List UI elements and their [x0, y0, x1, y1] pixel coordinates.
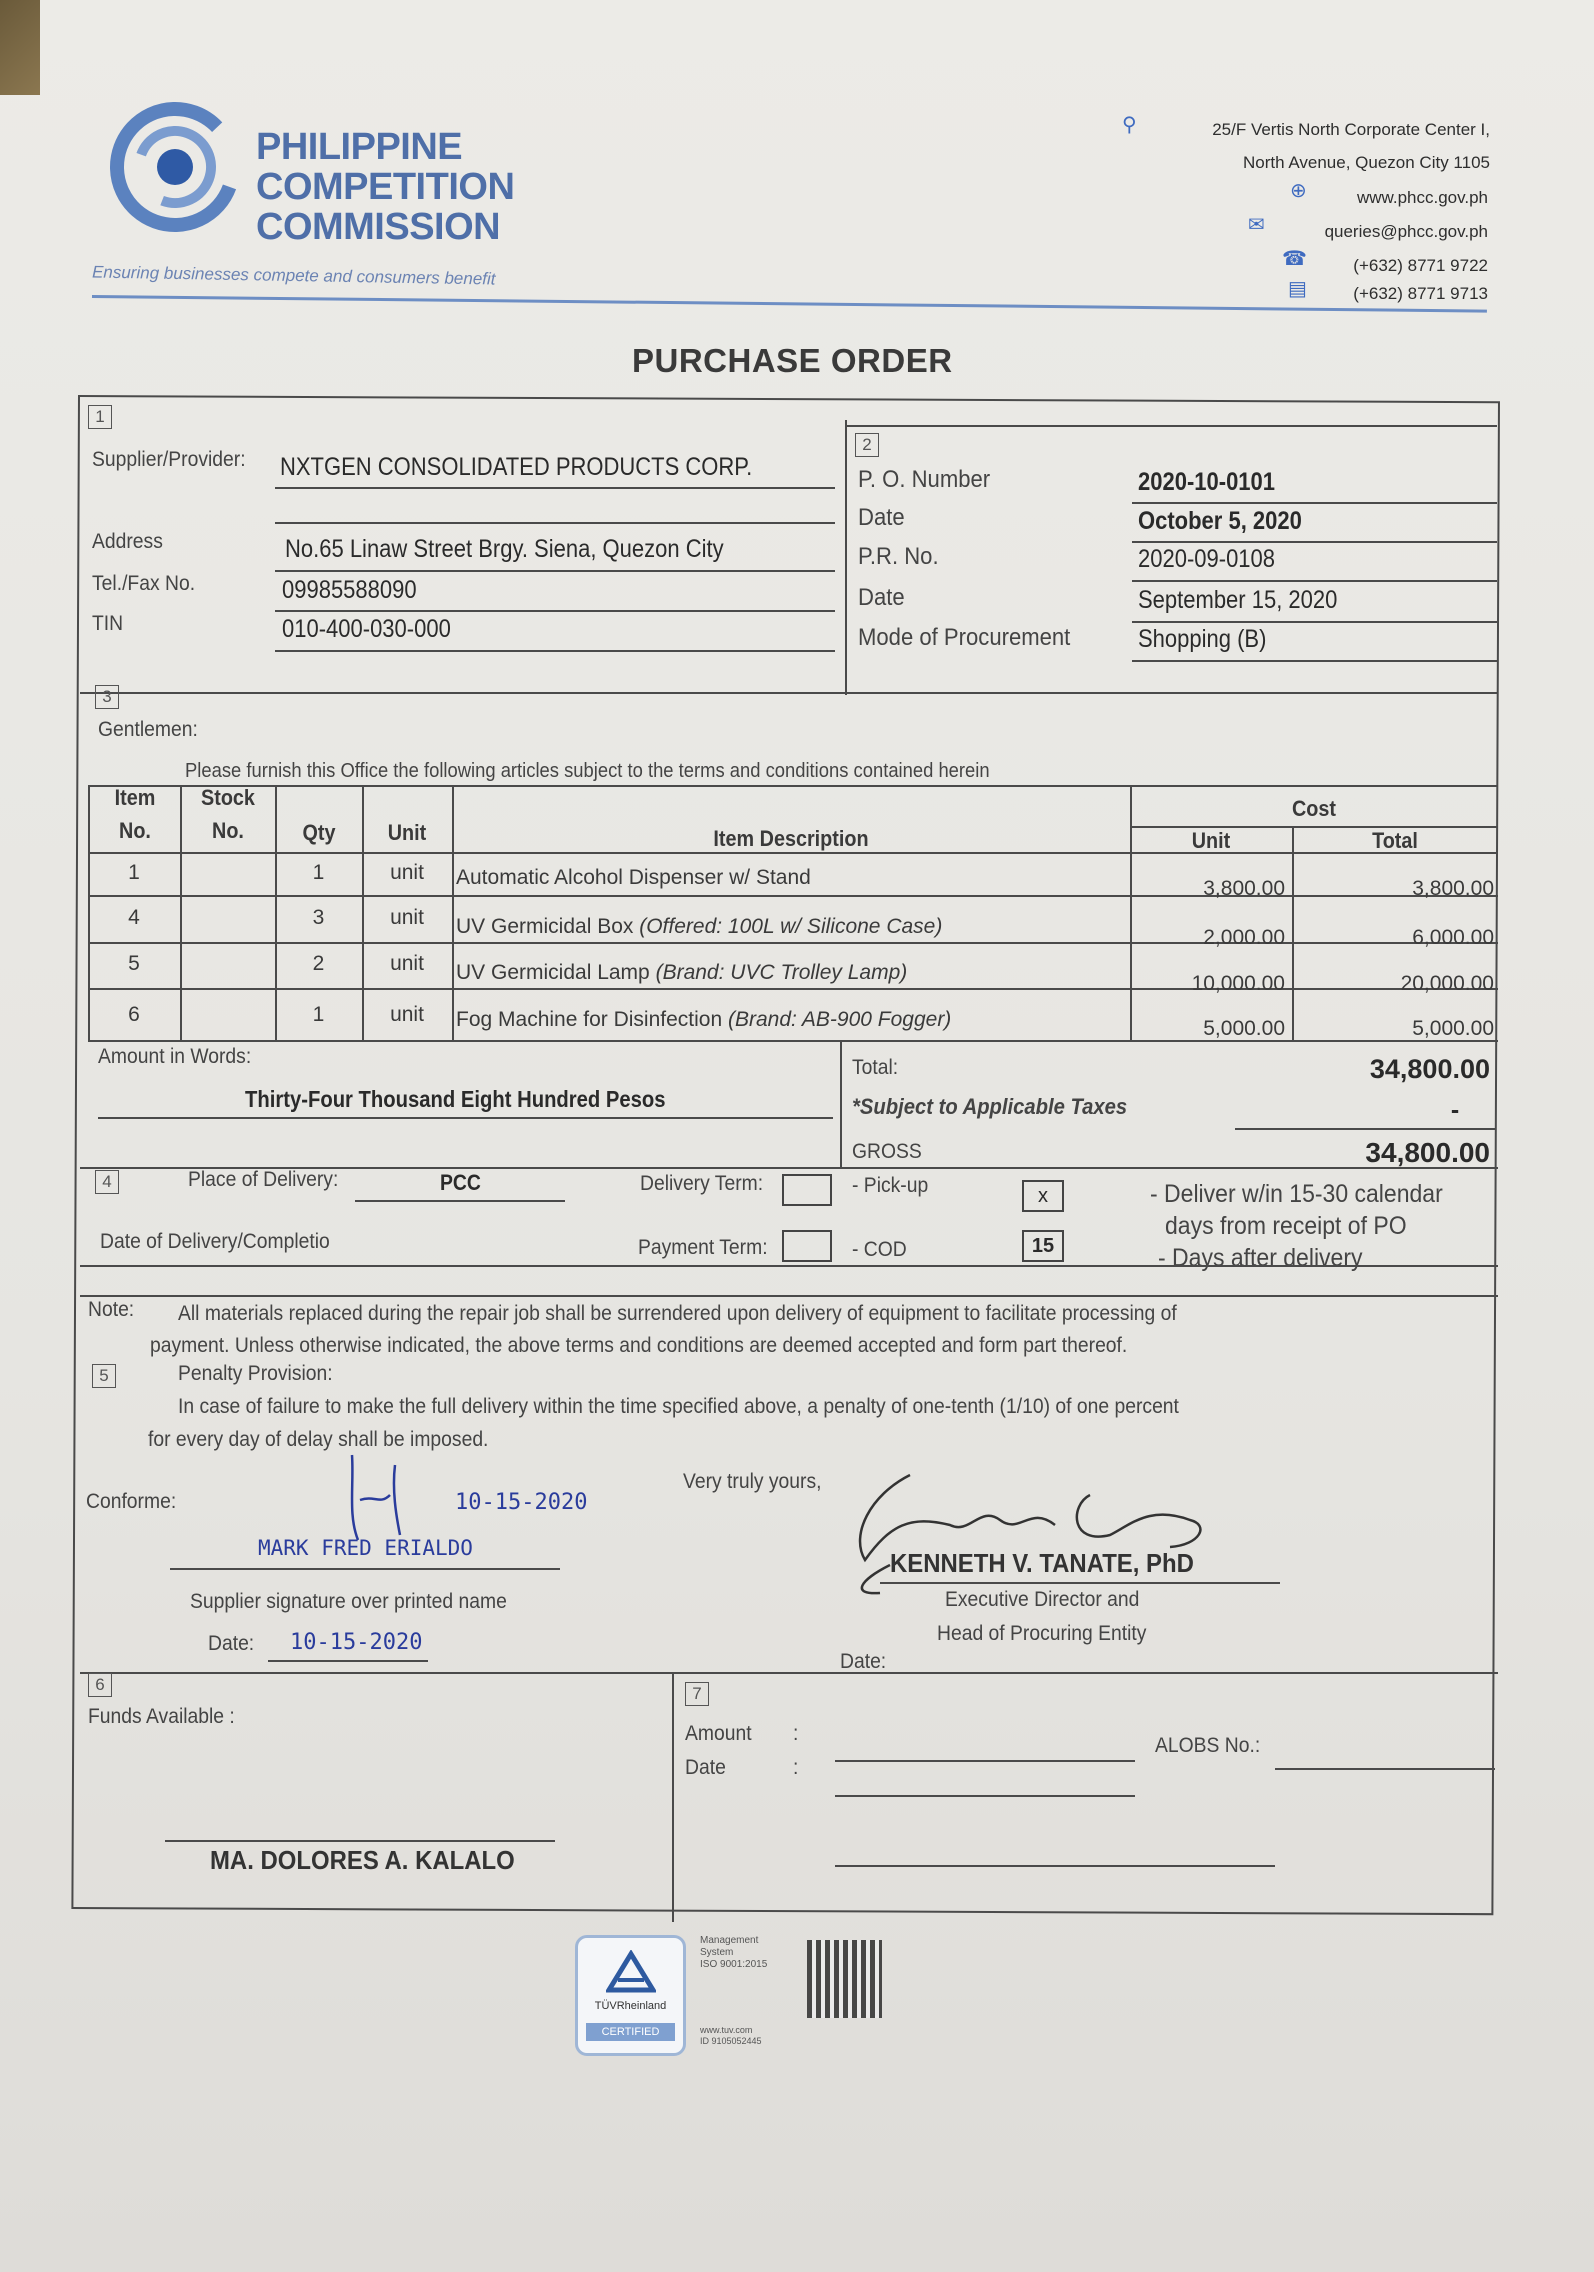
- po-date-label: Date: [858, 504, 905, 531]
- director-title-line2: Head of Procuring Entity: [937, 1622, 1147, 1645]
- pcc-logo-icon: [108, 100, 243, 235]
- row1-description: Automatic Alcohol Dispenser w/ Stand: [456, 866, 811, 889]
- alobs-amount-label: Amount: [685, 1722, 752, 1745]
- director-signature-icon: [830, 1465, 1250, 1605]
- supplier-value: NXTGEN CONSOLIDATED PRODUCTS CORP.: [280, 453, 753, 481]
- row3-qty: 2: [312, 952, 325, 975]
- header-unit: Unit: [387, 820, 427, 845]
- row4-description: Fog Machine for Disinfection (Brand: AB-900 Fogger): [456, 1008, 952, 1031]
- taxes-underline: [1235, 1128, 1495, 1130]
- page-title: PURCHASE ORDER: [632, 342, 953, 379]
- alobs-signature-line: [835, 1865, 1275, 1867]
- paper-corner-shadow: [0, 0, 40, 95]
- row2-item-no: 4: [128, 906, 140, 929]
- funds-available-label: Funds Available :: [88, 1705, 235, 1728]
- penalty-line1: In case of failure to make the full delivery within the time specified above, a penalty of one-tenth (1/10) of one percent: [178, 1395, 1179, 1418]
- col-rule-6: [1292, 826, 1294, 1040]
- tin-label: TIN: [92, 612, 124, 635]
- note-label: Note:: [88, 1298, 135, 1321]
- section6-top-rule: [80, 1672, 1498, 1674]
- section-divider-1-2: [845, 420, 847, 695]
- row4-item-no: 6: [128, 1003, 140, 1026]
- header-qty: Qty: [302, 820, 336, 845]
- fax-icon: ▤: [1288, 278, 1307, 300]
- org-name-line1: PHILIPPINE: [256, 126, 463, 168]
- delivery-term-checkbox[interactable]: [782, 1174, 832, 1206]
- conforme-date-value: 10-15-2020: [290, 1630, 423, 1655]
- location-pin-icon: ⚲: [1122, 114, 1137, 136]
- supplier-printed-name: MARK FRED ERIALDO: [258, 1536, 473, 1560]
- payment-term-checkbox[interactable]: [782, 1230, 832, 1262]
- delivery-term-label: Delivery Term:: [640, 1172, 764, 1195]
- supplier-signature-icon: [340, 1445, 450, 1545]
- col-rule-1: [180, 785, 182, 1040]
- conforme-date-label: Date:: [208, 1632, 255, 1655]
- header-item-line2: No.: [119, 818, 151, 843]
- tel-underline: [275, 610, 835, 612]
- row-rule-3: [88, 988, 1498, 990]
- tin-value: 010-400-030-000: [282, 615, 451, 643]
- director-signature-line: [880, 1582, 1280, 1584]
- header-unit-cost: Unit: [1191, 828, 1231, 853]
- row3-unit-cost: 10,000.00: [1191, 972, 1285, 995]
- email-text: queries@phcc.gov.ph: [1324, 222, 1488, 241]
- row4-total: 5,000.00: [1412, 1017, 1494, 1040]
- mode-label: Mode of Procurement: [858, 624, 1071, 651]
- alobs-no-line: [1275, 1768, 1495, 1770]
- alobs-date-colon: :: [793, 1756, 799, 1779]
- qr-code-icon: [807, 1940, 882, 2018]
- alobs-amount-colon: :: [793, 1722, 799, 1745]
- cod-days-box[interactable]: 15: [1022, 1230, 1064, 1262]
- amount-words-underline: [98, 1117, 833, 1119]
- org-name-line3: COMMISSION: [256, 206, 501, 248]
- payment-term-label: Payment Term:: [638, 1236, 768, 1259]
- section-divider-6-7: [672, 1672, 674, 1922]
- director-title-line1: Executive Director and: [945, 1588, 1140, 1611]
- note-line2: payment. Unless otherwise indicated, the above terms and conditions are deemed accepted and form part thereof.: [150, 1334, 1128, 1357]
- org-tagline: Ensuring businesses compete and consumers benefit: [91, 262, 496, 289]
- place-underline: [355, 1200, 565, 1202]
- director-name: KENNETH V. TANATE, PhD: [890, 1548, 1194, 1578]
- header-stock-line1: Stock: [201, 785, 255, 810]
- taxes-value: -: [1450, 1096, 1460, 1124]
- row3-unit: unit: [390, 952, 424, 975]
- row1-item-no: 1: [128, 861, 140, 884]
- row-rule-2: [88, 942, 1498, 944]
- row2-qty: 3: [312, 906, 325, 929]
- row1-unit: unit: [390, 861, 424, 884]
- header-cost: Cost: [1291, 796, 1336, 821]
- cod-label: - COD: [852, 1238, 907, 1261]
- supplier-sig-caption: Supplier signature over printed name: [190, 1590, 507, 1613]
- supplier-signature-line: [170, 1568, 560, 1570]
- section-number-2: 2: [855, 433, 879, 457]
- header-stock-line2: No.: [212, 818, 244, 843]
- section-number-4: 4: [95, 1170, 119, 1194]
- supplier-address-value: No.65 Linaw Street Brgy. Siena, Quezon City: [285, 535, 724, 563]
- row2-unit-cost: 2,000.00: [1203, 926, 1285, 949]
- conforme-date-underline: [268, 1660, 428, 1662]
- tuv-triangle-icon: [606, 1950, 656, 1994]
- row2-unit: unit: [390, 906, 424, 929]
- pickup-checkbox[interactable]: x: [1022, 1180, 1064, 1212]
- pr-number-value: 2020-09-0108: [1138, 545, 1276, 573]
- address-line2: North Avenue, Quezon City 1105: [1243, 153, 1490, 172]
- row2-total: 6,000.00: [1412, 926, 1494, 949]
- total-label: Total:: [852, 1056, 899, 1079]
- section3-top-rule: [80, 692, 1498, 694]
- address-label: Address: [92, 530, 163, 553]
- tuv-certification-badge: [575, 1935, 686, 2056]
- alobs-date-line: [835, 1795, 1135, 1797]
- gross-value: 34,800.00: [1365, 1137, 1490, 1168]
- row3-description: UV Germicidal Lamp (Brand: UVC Trolley Lamp): [456, 961, 908, 984]
- section-number-7: 7: [685, 1682, 709, 1706]
- website-text: www.phcc.gov.ph: [1356, 188, 1488, 207]
- row-rule-1: [88, 895, 1498, 897]
- tuv-url-text: www.tuv.com ID 9105052445: [700, 2025, 762, 2046]
- penalty-title: Penalty Provision:: [178, 1362, 333, 1385]
- days-after-delivery: - Days after delivery: [1158, 1244, 1363, 1272]
- certified-label: CERTIFIED: [586, 2023, 675, 2041]
- fax-text: (+632) 8771 9713: [1353, 284, 1488, 303]
- amount-words-value: Thirty-Four Thousand Eight Hundred Pesos: [245, 1086, 666, 1112]
- org-name-line2: COMPETITION: [256, 166, 515, 208]
- col-rule-5: [1130, 785, 1132, 1040]
- pr-underline: [1132, 580, 1497, 582]
- instruction-text: Please furnish this Office the following articles subject to the terms and conditions contained herein: [185, 760, 990, 782]
- section-number-1: 1: [88, 405, 112, 429]
- row-rule-4: [88, 1040, 1498, 1042]
- management-system-text: Management System ISO 9001:2015: [700, 1935, 768, 1970]
- row1-qty: 1: [312, 861, 325, 884]
- section-number-5: 5: [92, 1364, 116, 1388]
- address-line1: 25/F Vertis North Corporate Center I,: [1212, 120, 1490, 139]
- total-value: 34,800.00: [1369, 1054, 1490, 1084]
- table-top-rule: [88, 785, 1498, 787]
- row3-total: 20,000.00: [1400, 972, 1494, 995]
- row4-qty: 1: [312, 1003, 325, 1026]
- funds-signature-line: [165, 1840, 555, 1842]
- conforme-label: Conforme:: [86, 1490, 177, 1513]
- section2-top-rule: [845, 425, 1497, 427]
- pr-number-label: P.R. No.: [858, 543, 939, 570]
- globe-icon: ⊕: [1290, 180, 1307, 202]
- po-underline: [1132, 502, 1497, 504]
- pr-date-value: September 15, 2020: [1138, 586, 1338, 614]
- section4-mid-rule: [80, 1265, 1498, 1267]
- po-number-label: P. O. Number: [858, 466, 991, 493]
- phone-icon: ☎: [1282, 248, 1307, 270]
- taxes-label: *Subject to Applicable Taxes: [852, 1094, 1128, 1119]
- pr-date-underline: [1132, 621, 1497, 623]
- very-truly-yours: Very truly yours,: [683, 1470, 822, 1493]
- row1-total: 3,800.00: [1412, 877, 1494, 900]
- penalty-line2: for every day of delay shall be imposed.: [148, 1428, 489, 1451]
- director-date-label: Date:: [840, 1650, 887, 1673]
- alobs-no-label: ALOBS No.:: [1155, 1734, 1261, 1757]
- row4-unit-cost: 5,000.00: [1203, 1017, 1285, 1040]
- note-line1: All materials replaced during the repair job shall be surrendered upon delivery of equipment to facilitate processing of: [178, 1302, 1177, 1325]
- pr-date-label: Date: [858, 584, 905, 611]
- gross-label: GROSS: [852, 1140, 922, 1163]
- place-of-delivery-label: Place of Delivery:: [188, 1168, 339, 1191]
- deliver-note-line1: - Deliver w/in 15-30 calendar: [1150, 1180, 1443, 1208]
- tin-underline: [275, 650, 835, 652]
- address-underline: [275, 570, 835, 572]
- tuv-brand-text: TÜVRheinland: [594, 2000, 667, 2012]
- mode-value: Shopping (B): [1138, 625, 1267, 653]
- place-of-delivery-value: PCC: [440, 1170, 481, 1195]
- amount-words-label: Amount in Words:: [98, 1045, 252, 1068]
- row1-unit-cost: 3,800.00: [1203, 877, 1285, 900]
- po-number-value: 2020-10-0101: [1138, 468, 1276, 496]
- date-of-delivery-label: Date of Delivery/Completio: [100, 1230, 330, 1253]
- alobs-date-label: Date: [685, 1756, 726, 1779]
- row4-unit: unit: [390, 1003, 424, 1026]
- header-item-line1: Item: [114, 785, 156, 810]
- deliver-note-line2: days from receipt of PO: [1165, 1212, 1407, 1240]
- row3-item-no: 5: [128, 952, 140, 975]
- mode-underline: [1132, 660, 1497, 662]
- supplier-underline-2: [275, 522, 835, 524]
- funds-signatory-name: MA. DOLORES A. KALALO: [210, 1845, 515, 1875]
- po-date-value: October 5, 2020: [1138, 507, 1302, 535]
- tel-value: 09985588090: [282, 576, 417, 604]
- totals-divider: [840, 1042, 842, 1167]
- row2-description: UV Germicidal Box (Offered: 100L w/ Silicone Case): [456, 915, 943, 938]
- pickup-label: - Pick-up: [852, 1174, 929, 1197]
- po-date-underline: [1132, 541, 1497, 543]
- header-description: Item Description: [713, 826, 869, 851]
- section4-bottom-rule: [80, 1295, 1498, 1297]
- alobs-amount-line: [835, 1760, 1135, 1762]
- conforme-handwritten-date: 10-15-2020: [455, 1490, 588, 1515]
- phone-text: (+632) 8771 9722: [1353, 256, 1488, 275]
- section-number-3: 3: [95, 685, 119, 709]
- email-icon: ✉: [1248, 214, 1265, 236]
- section-number-6: 6: [88, 1673, 112, 1697]
- supplier-label: Supplier/Provider:: [92, 448, 246, 471]
- tel-label: Tel./Fax No.: [92, 572, 196, 595]
- supplier-underline: [275, 487, 835, 489]
- col-rule-4: [452, 785, 454, 1040]
- header-total: Total: [1372, 828, 1418, 853]
- table-header-rule: [88, 852, 1498, 854]
- greeting-text: Gentlemen:: [98, 718, 198, 741]
